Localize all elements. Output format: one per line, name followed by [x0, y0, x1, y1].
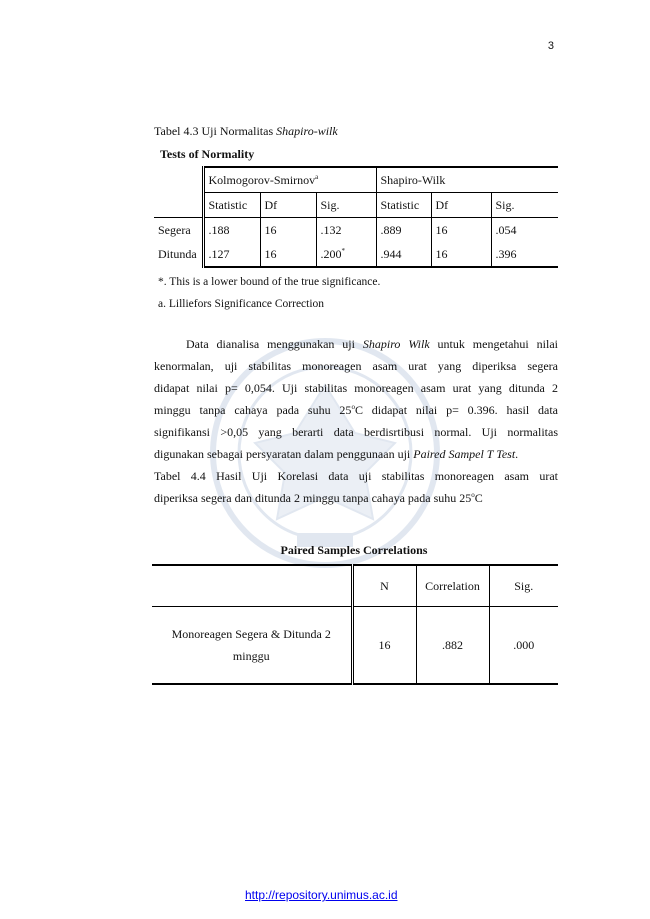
col-header: Statistic — [376, 193, 431, 218]
correlations-table — [152, 564, 558, 685]
col-header: Sig. — [316, 193, 376, 218]
table-row: Ditunda .127 16 .200* .944 16 .396 — [154, 242, 558, 267]
table2-caption: Tabel 4.4 Hasil Uji Korelasi data uji stabilitas monoreagen asam urat — [154, 469, 558, 483]
col-header-correlation: Correlation — [416, 565, 489, 607]
empty-corner — [154, 167, 203, 193]
cell-correlation: .882 — [416, 607, 489, 685]
table-title: Tests of Normality — [160, 147, 255, 161]
table-caption — [154, 124, 338, 139]
col-header: Sig. — [491, 193, 558, 218]
group-header-ks: Kolmogorov-Smirnov$^a$ — [203, 167, 376, 193]
col-header-n: N — [352, 565, 416, 607]
caption-text: Tabel 4.3 Uji Normalitas — [154, 124, 277, 138]
table-row — [152, 607, 558, 685]
cell-sig: .000 — [489, 607, 558, 685]
col-header: Statistic — [203, 193, 260, 218]
col-header: Df — [260, 193, 316, 218]
correlations-title: Paired Samples Correlations — [280, 543, 428, 557]
row-label: Segera — [158, 222, 191, 237]
row-label: Ditunda — [158, 247, 197, 261]
footnote-lilliefors: a. Lilliefors Significance Correction — [158, 298, 325, 310]
footnote-significance: *. This is a lower bound of the true significance. — [158, 276, 381, 288]
caption-italic: Shapiro-wilk — [276, 124, 338, 138]
group-header-sw: Shapiro-Wilk — [376, 167, 558, 193]
page-number: 3 — [547, 40, 554, 52]
table-row: Segera .188 16 .132 .889 16 .054 — [154, 218, 558, 243]
col-header-sig: Sig. — [489, 565, 558, 607]
row-label: Monoreagen Segera & Ditunda 2 minggu — [152, 607, 352, 685]
normality-table — [154, 166, 558, 268]
body-paragraph: Data dianalisa menggunakan uji Shapiro Wilk untuk mengetahui nilai kenormalan, uji stabilitas monoreagen asam urat yang diperiksa segera didapat nilai p= 0,054. Uji stabilitas monoreagen asam urat yang ditunda 2 minggu tanpa cahaya pada suhu 25$^o$C didapat nilai p= 0.396. hasil data signifikansi >0,05 yang berarti data berdisrtibusi normal. Uji normalitas digunakan sebagai persyaratan dalam penggunaan uji Paired Sampel T Test. Tabel 4.4 Hasil Uji Korelasi data uji stabilitas monoreagen asam urat diperiksa segera dan ditunda 2 minggu tanpa cahaya pada suhu 25$^o$C — [154, 337, 558, 505]
col-header: Df — [431, 193, 491, 218]
cell-n: 16 — [352, 607, 416, 685]
repository-link[interactable]: http://repository.unimus.ac.id — [245, 888, 398, 902]
empty-corner — [152, 565, 352, 607]
